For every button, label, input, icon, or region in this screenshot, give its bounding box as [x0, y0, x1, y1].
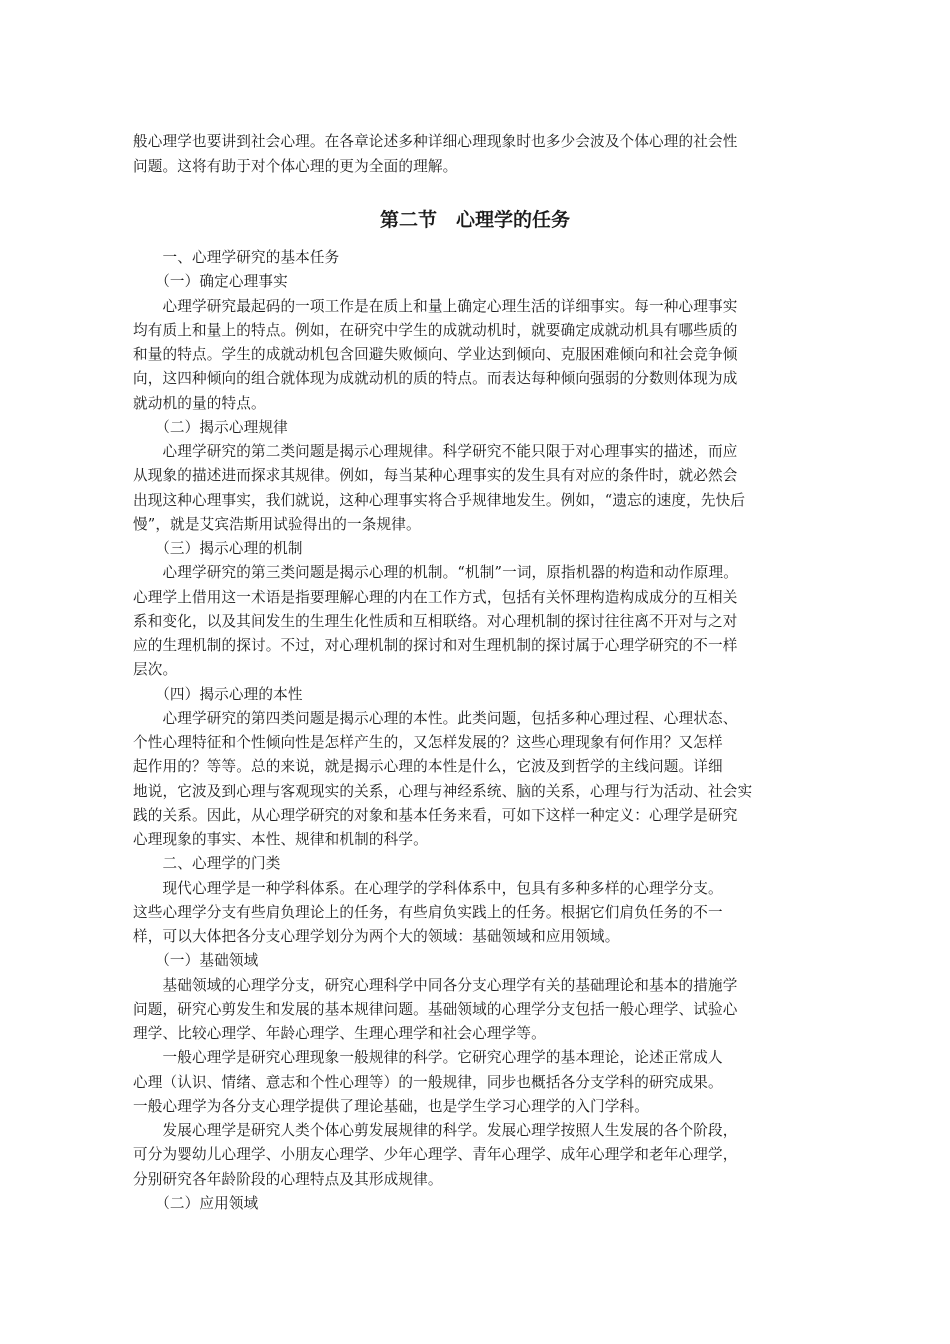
paragraph-line: 向，这四种倾向的组合就体现为成就动机的质的特点。而表达每种倾向强弱的分数则体现为成 [133, 370, 738, 388]
paragraph-line: 心理学上借用这一术语是指要理解心理的内在工作方式，包括有关怀理构造构成成分的互相关 [133, 588, 738, 606]
paragraph-line: 层次。 [133, 661, 178, 679]
paragraph-line: 般心理学也要讲到社会心理。在各章论述多种详细心理现象时也多少会波及个体心理的社会性 [133, 133, 738, 150]
paragraph-line: 样，可以大体把各分支心理学划分为两个大的领域：基础领域和应用领域。 [133, 928, 620, 945]
paragraph-line: 个性心理特征和个性倾向性是怎样产生的，又怎样发展的？这些心理现象有何作用？又怎样 [133, 734, 723, 751]
paragraph-line: （一）基础领域 [133, 952, 259, 970]
paragraph-line: （一）确定心理事实 [133, 273, 288, 291]
paragraph-line: 一、心理学研究的基本任务 [133, 249, 340, 266]
paragraph-line: 应的生理机制的探讨。不过，对心理机制的探讨和对生理机制的探讨属于心理学研究的不一样 [133, 637, 738, 654]
paragraph-line: 二、心理学的门类 [133, 855, 281, 873]
paragraph-line: 心理（认识、情绪、意志和个性心理等）的一般规律，同步也概括各分支学科的研究成果。 [133, 1073, 723, 1091]
paragraph-line: 心理学研究的第四类问题是揭示心理的本性。此类问题，包括多种心理过程、心理状态、 [133, 709, 738, 727]
paragraph-line: 地说，它波及到心理与客观现实的关系，心理与神经系统、脑的关系，心理与行为活动、社会实 [133, 782, 753, 800]
section-title: 第二节 心理学的任务 [379, 209, 570, 231]
paragraph-line: （四）揭示心理的本性 [133, 685, 303, 703]
paragraph-line: 这些心理学分支有些肩负理论上的任务，有些肩负实践上的任务。根据它们肩负任务的不一 [133, 903, 723, 921]
paragraph-line: 就动机的量的特点。 [133, 394, 266, 412]
paragraph-line: 发展心理学是研究人类个体心剪发展规律的科学。发展心理学按照人生发展的各个阶段， [133, 1122, 738, 1139]
paragraph-line: 践的关系。因此，从心理学研究的对象和基本任务来看，可如下这样一种定义：心理学是研究 [133, 806, 738, 824]
paragraph-line: 一般心理学是研究心理现象一般规律的科学。它研究心理学的基本理论，论述正常成人 [133, 1049, 723, 1067]
paragraph-line: 可分为婴幼儿心理学、小朋友心理学、少年心理学、青年心理学、成年心理学和老年心理学， [133, 1146, 738, 1164]
paragraph-line: 问题。这将有助于对个体心理的更为全面的理解。 [133, 158, 458, 175]
paragraph-line: 和量的特点。学生的成就动机包含回避失败倾向、学业达到倾向、克服困难倾向和社会竞争倾 [133, 346, 738, 363]
paragraph-line: 出现这种心理事实，我们就说，这种心理事实将合乎规律地发生。例如，“遗忘的速度，先快后 [133, 491, 746, 509]
paragraph-line: 心理现象的事实、本性、规律和机制的科学。 [133, 831, 428, 848]
paragraph-line: 心理学研究的第三类问题是揭示心理的机制。“机制”一词，原指机器的构造和动作原理。 [133, 564, 738, 582]
paragraph-line: 心理学研究最起码的一项工作是在质上和量上确定心理生活的详细事实。每一种心理事实 [133, 297, 738, 315]
paragraph-line: （二）揭示心理规律 [133, 418, 288, 436]
paragraph-line: 系和变化，以及其间发生的生理生化性质和互相联络。对心理机制的探讨往往离不开对与之对 [133, 612, 738, 630]
paragraph-line: 基础领域的心理学分支，研究心理科学中同各分支心理学有关的基础理论和基本的措施学 [133, 976, 738, 994]
paragraph-line: 均有质上和量上的特点。例如，在研究中学生的成就动机时，就要确定成就动机具有哪些质的 [133, 321, 738, 339]
paragraph-line: 分别研究各年龄阶段的心理特点及其形成规律。 [133, 1170, 443, 1188]
paragraph-line: （三）揭示心理的机制 [133, 540, 303, 557]
paragraph-line: 理学、比较心理学、年龄心理学、生理心理学和社会心理学等。 [133, 1025, 546, 1042]
paragraph-line: （二）应用领域 [133, 1194, 259, 1212]
paragraph-line: 一般心理学为各分支心理学提供了理论基础，也是学生学习心理学的入门学科。 [133, 1097, 650, 1115]
paragraph-line: 起作用的？等等。总的来说，就是揭示心理的本性是什么，它波及到哲学的主线问题。详细 [133, 758, 723, 776]
paragraph-line: 慢”，就是艾宾浩斯用试验得出的一条规律。 [133, 515, 421, 533]
paragraph-line: 现代心理学是一种学科体系。在心理学的学科体系中，包具有多种多样的心理学分支。 [133, 879, 723, 897]
paragraph-line: 心理学研究的第二类问题是揭示心理规律。科学研究不能只限于对心理事实的描述，而应 [133, 443, 738, 460]
paragraph-line: 问题，研究心剪发生和发展的基本规律问题。基础领域的心理学分支包括一般心理学、试验心 [133, 1000, 738, 1018]
paragraph-line: 从现象的描述进而探求其规律。例如，每当某种心理事实的发生具有对应的条件时，就必然会 [133, 467, 738, 485]
